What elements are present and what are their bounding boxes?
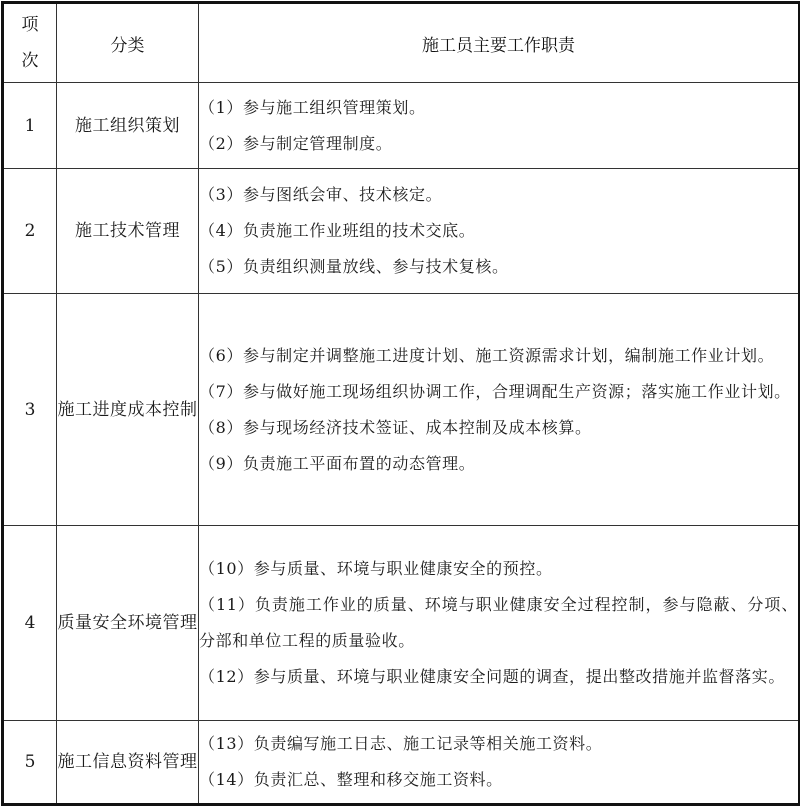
- table-row: [3, 169, 800, 294]
- duty-item: （4）负责施工作业班组的技术交底。: [199, 221, 476, 240]
- table-header-row: [3, 3, 800, 83]
- row-category: 施工组织策划: [57, 83, 199, 169]
- row-number: 3: [3, 294, 57, 526]
- duty-item: （2）参与制定管理制度。: [199, 133, 393, 153]
- row-number: 4: [3, 526, 57, 721]
- header-item-number: [3, 3, 57, 83]
- row-number: 5: [3, 721, 57, 805]
- row-duties: [199, 526, 800, 721]
- table-row: [3, 294, 800, 526]
- duty-item: （14）负责汇总、整理和移交施工资料。: [199, 770, 503, 789]
- header-category: 分类: [57, 3, 199, 83]
- table-row: [3, 526, 800, 721]
- row-duties: [199, 169, 800, 294]
- row-category: 施工进度成本控制: [57, 294, 199, 526]
- duty-item: （6）参与制定并调整施工进度计划、施工资源需求计划，编制施工作业计划。: [199, 345, 775, 365]
- duty-item: （7）参与做好施工现场组织协调工作，合理调配生产资源；落实施工作业计划。: [199, 381, 791, 401]
- row-category: 施工信息资料管理: [57, 721, 199, 805]
- row-category: 施工技术管理: [57, 169, 199, 294]
- row-number: 2: [3, 169, 57, 294]
- header-item-number-line2: 次: [21, 51, 39, 71]
- duty-item: （8）参与现场经济技术签证、成本控制及成本核算。: [199, 417, 592, 437]
- row-duties: [199, 721, 800, 805]
- row-number: 1: [3, 83, 57, 169]
- construction-worker-duties-table: [1, 1, 800, 806]
- document-page: [1, 1, 798, 804]
- header-duties: 施工员主要工作职责: [199, 3, 800, 83]
- row-duties: [199, 294, 800, 526]
- duty-item: （11）负责施工作业的质量、环境与职业健康安全过程控制，参与隐蔽、分项、分部和单位工程的质量验收。: [199, 595, 798, 650]
- duty-item: （9）负责施工平面布置的动态管理。: [199, 453, 476, 473]
- table-row: [3, 721, 800, 805]
- row-duties: [199, 83, 800, 169]
- header-item-number-line1: 项: [21, 15, 39, 35]
- duty-item: （10）参与质量、环境与职业健康安全的预控。: [199, 559, 553, 578]
- duty-item: （12）参与质量、环境与职业健康安全问题的调查，提出整改措施并监督落实。: [199, 667, 785, 686]
- duty-item: （3）参与图纸会审、技术核定。: [199, 185, 443, 204]
- duty-item: （5）负责组织测量放线、参与技术复核。: [199, 257, 509, 276]
- duty-item: （13）负责编写施工日志、施工记录等相关施工资料。: [199, 734, 603, 753]
- table-row: [3, 83, 800, 169]
- row-category: 质量安全环境管理: [57, 526, 199, 721]
- duty-item: （1）参与施工组织管理策划。: [199, 97, 426, 117]
